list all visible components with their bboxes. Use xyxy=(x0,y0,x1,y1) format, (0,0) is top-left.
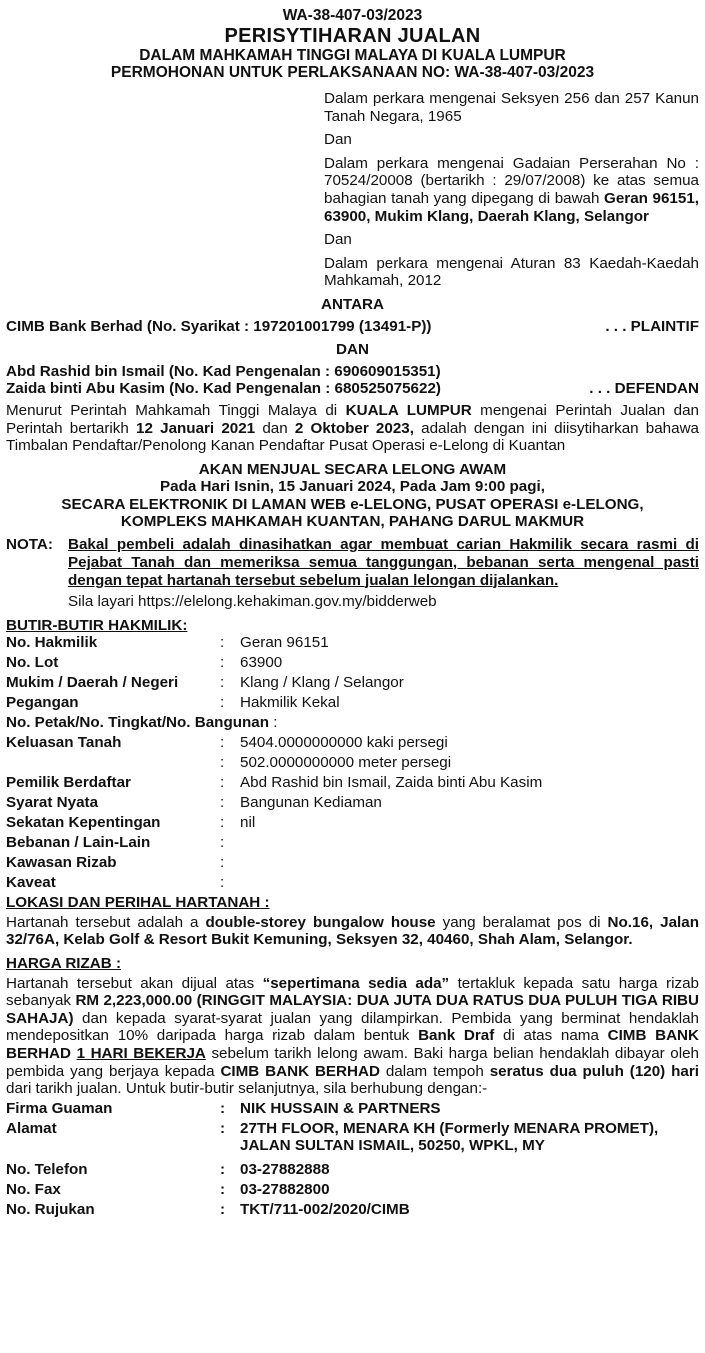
matter-charge-title: Geran 96151, 63900, Mukim Klang, Daerah Klang, Selangor xyxy=(324,189,699,225)
title-key: Sekatan Kepentingan xyxy=(6,814,161,832)
firm-colon: : xyxy=(220,1201,226,1218)
firm-address-line-1: 27TH FLOOR, MENARA KH (Formerly MENARA PROMET), xyxy=(240,1119,659,1137)
title-row-petak xyxy=(6,714,699,734)
title-key: Pemilik Berdaftar xyxy=(6,774,131,792)
location-text-2: yang beralamat pos di xyxy=(435,913,608,931)
firm-phone: 03-27882888 xyxy=(240,1161,330,1178)
title-key: Pegangan xyxy=(6,694,79,712)
reserve-text-8: dari tarikh jualan. Untuk butir-butir selanjutnya, sila berhubung dengan:- xyxy=(6,1080,488,1098)
title-colon: : xyxy=(220,754,225,772)
firm-fax: 03-27882800 xyxy=(240,1181,330,1198)
intro-paragraph xyxy=(6,402,699,455)
firm-row-phone xyxy=(6,1161,699,1181)
title-value: nil xyxy=(240,814,256,832)
court-name: DALAM MAHKAMAH TINGGI MALAYA DI KUALA LUMPUR xyxy=(139,47,566,64)
firm-key: Firma Guaman xyxy=(6,1099,113,1117)
matter-charge xyxy=(324,155,699,225)
document-title: PERISYTIHARAN JUALAN xyxy=(224,25,481,47)
firm-colon: : xyxy=(220,1181,226,1198)
title-value: Bangunan Kediaman xyxy=(240,794,382,812)
title-colon: : xyxy=(220,814,225,832)
defendant-row-2 xyxy=(6,380,699,398)
reserve-price-paragraph xyxy=(6,975,699,1098)
reserve-bank-name: CIMB BANK BERHAD xyxy=(6,1027,699,1063)
nota-block xyxy=(6,536,699,589)
title-row-hakmilik xyxy=(6,634,699,654)
title-row-bebanan xyxy=(6,834,699,854)
title-row-keluasan-2 xyxy=(6,754,699,774)
property-type: double-storey bungalow house xyxy=(205,913,436,931)
reserve-price-heading: HARGA RIZAB : xyxy=(6,955,122,973)
reserve-as-is: “sepertimana sedia ada” xyxy=(262,974,450,992)
auction-announcement xyxy=(6,461,699,531)
matter-land-code: Dalam perkara mengenai Seksyen 256 dan 257 Kanun Tanah Negara, 1965 xyxy=(324,90,699,125)
title-colon: : xyxy=(220,674,225,692)
reserve-bank-name-2: CIMB BANK BERHAD xyxy=(220,1062,380,1080)
matter-dan-2: Dan xyxy=(324,231,352,249)
title-colon: : xyxy=(220,834,225,852)
matter-dan-1: Dan xyxy=(324,131,352,149)
case-number: WA-38-407-03/2023 xyxy=(282,7,423,24)
matter-charge-text: Dalam perkara mengenai Gadaian Perserahan No : 70524/20008 (bertarikh : 29/07/2008) ke atas semua bahagian tanah yang dipegang di bawah xyxy=(324,154,699,207)
property-address: No.16, Jalan 32/76A, Kelab Golf & Resort Bukit Kemuning, Seksyen 32, 40460, Shah Alam, Selangor. xyxy=(6,913,699,949)
title-key: Mukim / Daerah / Negeri xyxy=(6,674,179,692)
title-colon: : xyxy=(220,794,225,812)
title-key: Keluasan Tanah xyxy=(6,734,122,752)
firm-address-line-2: JALAN SULTAN ISMAIL, 50250, WPKL, MY xyxy=(240,1137,545,1155)
defendant-2-name: Zaida binti Abu Kasim (No. Kad Pengenalan : 680525075622) xyxy=(6,380,441,398)
title-row-sekatan xyxy=(6,814,699,834)
title-value xyxy=(240,874,699,894)
intro-text-3: dan xyxy=(255,419,295,437)
title-value xyxy=(240,834,699,854)
intro-text-4: adalah dengan ini diisytiharkan bahawa Timbalan Pendaftar/Penolong Kanan Pendaftar Pusat Operasi e-Lelong di Kuantan xyxy=(6,419,699,455)
title-value: 5404.0000000000 kaki persegi xyxy=(240,734,448,752)
title-key: Syarat Nyata xyxy=(6,794,99,812)
intro-date-2: 2 Oktober 2023, xyxy=(294,419,414,437)
matters-block xyxy=(324,90,699,290)
firm-key: No. Telefon xyxy=(6,1161,88,1178)
title-key: Kawasan Rizab xyxy=(6,854,117,872)
title-key: Kaveat xyxy=(6,874,56,892)
firm-key: No. Fax xyxy=(6,1181,61,1198)
plaintiff-role: . . . PLAINTIF xyxy=(605,317,699,335)
firm-row-reference xyxy=(6,1201,699,1221)
law-firm-table xyxy=(6,1100,699,1221)
bidder-website-note: Sila layari https://elelong.kehakiman.gov.my/bidderweb xyxy=(68,593,437,611)
reserve-payment-period: seratus dua puluh (120) hari xyxy=(489,1062,699,1080)
nota-text: Bakal pembeli adalah dinasihatkan agar membuat carian Hakmilik secara rasmi di Pejabat Tanah dan memeriksa semua tanggungan, bebanan serta mengenal pasti dengan tepat hartanah tersebut sebelum jualan lelongan dijalankan. xyxy=(68,536,699,589)
firm-row-name xyxy=(6,1100,699,1120)
plaintiff-row xyxy=(6,318,699,336)
auction-line-3: SECARA ELEKTRONIK DI LAMAN WEB e-LELONG, PUSAT OPERASI e-LELONG, xyxy=(61,495,644,513)
defendant-1-name: Abd Rashid bin Ismail (No. Kad Pengenalan : 690609015351) xyxy=(6,362,441,380)
title-row-mukim xyxy=(6,674,699,694)
intro-date-1: 12 Januari 2021 xyxy=(136,419,256,437)
matter-court-rules: Dalam perkara mengenai Aturan 83 Kaedah-Kaedah Mahkamah, 2012 xyxy=(324,254,699,290)
title-value: Hakmilik Kekal xyxy=(240,694,340,712)
firm-key: Alamat xyxy=(6,1119,57,1137)
reserve-text-7: dalam tempoh xyxy=(379,1062,490,1080)
title-row-lot xyxy=(6,654,699,674)
auction-line-4: KOMPLEKS MAHKAMAH KUANTAN, PAHANG DARUL MAKMUR xyxy=(120,512,585,530)
title-row-kaveat xyxy=(6,874,699,894)
title-row-keluasan xyxy=(6,734,699,754)
auction-line-2: Pada Hari Isnin, 15 Januari 2024, Pada Jam 9:00 pagi, xyxy=(160,478,545,496)
firm-row-address xyxy=(6,1120,699,1155)
title-details-heading: BUTIR-BUTIR HAKMILIK: xyxy=(6,616,188,634)
title-row-syarat xyxy=(6,794,699,814)
reserve-text-4: di atas nama xyxy=(494,1027,608,1045)
title-petak-cell xyxy=(6,714,699,734)
title-colon: : xyxy=(220,734,225,752)
firm-reference: TKT/711-002/2020/CIMB xyxy=(240,1201,410,1218)
application-number: PERMOHONAN UNTUK PERLAKSANAAN NO: WA-38-407-03/2023 xyxy=(110,64,595,81)
firm-colon: : xyxy=(220,1161,226,1178)
reserve-text-3: dan kepada syarat-syarat jualan yang dilampirkan. Pembida yang berminat hendaklah mendepositkan 10% daripada harga rizab dalam bentuk xyxy=(6,1009,699,1045)
firm-colon: : xyxy=(220,1099,226,1117)
title-value: 502.0000000000 meter persegi xyxy=(240,754,452,772)
nota-label: NOTA: xyxy=(6,536,53,554)
dan-label: DAN xyxy=(336,341,369,359)
reserve-amount: RM 2,223,000.00 (RINGGIT MALAYSIA: DUA JUTA DUA RATUS DUA PULUH TIGA RIBU SAHAJA) xyxy=(6,992,699,1027)
firm-colon: : xyxy=(220,1119,226,1137)
title-value: Klang / Klang / Selangor xyxy=(240,674,404,692)
title-colon: : xyxy=(220,854,225,872)
reserve-working-day: 1 HARI BEKERJA xyxy=(76,1045,206,1063)
firm-address xyxy=(240,1120,699,1155)
title-details-table xyxy=(6,634,699,894)
defendant-row-1 xyxy=(6,363,699,381)
reserve-text-1: Hartanah tersebut akan dijual atas xyxy=(6,974,263,992)
title-colon: : xyxy=(220,654,225,672)
title-value xyxy=(240,854,699,874)
reserve-text-6: sebelum tarikh lelong awam. Baki harga belian hendaklah dibayar oleh pembida yang berjaya kepada xyxy=(6,1045,699,1080)
location-text-1: Hartanah tersebut adalah a xyxy=(6,913,206,931)
title-key: No. Petak/No. Tingkat/No. Bangunan xyxy=(6,714,269,732)
intro-text-2: mengenai Perintah Jualan dan Perintah bertarikh xyxy=(6,401,699,437)
title-value: Abd Rashid bin Ismail, Zaida binti Abu Kasim xyxy=(240,774,543,792)
title-value: 63900 xyxy=(240,654,283,672)
firm-name: NIK HUSSAIN & PARTNERS xyxy=(240,1099,441,1117)
title-row-kawasan xyxy=(6,854,699,874)
intro-text-1: Menurut Perintah Mahkamah Tinggi Malaya di xyxy=(6,401,346,419)
title-value: Geran 96151 xyxy=(240,634,329,652)
title-colon: : xyxy=(220,874,225,892)
title-colon: : xyxy=(220,694,225,712)
firm-key: No. Rujukan xyxy=(6,1201,95,1218)
title-row-pemilik xyxy=(6,774,699,794)
firm-row-fax xyxy=(6,1181,699,1201)
title-colon: : xyxy=(220,634,225,652)
location-heading: LOKASI DAN PERIHAL HARTANAH : xyxy=(6,894,270,912)
title-key: Bebanan / Lain-Lain xyxy=(6,834,151,852)
title-key: No. Lot xyxy=(6,654,59,672)
defendant-role: . . . DEFENDAN xyxy=(589,380,699,398)
title-key: No. Hakmilik xyxy=(6,634,98,652)
title-row-pegangan xyxy=(6,694,699,714)
antara-label: ANTARA xyxy=(321,295,384,313)
title-key-empty xyxy=(6,754,220,774)
reserve-bank-draft: Bank Draf xyxy=(418,1027,495,1045)
plaintiff-name: CIMB Bank Berhad (No. Syarikat : 197201001799 (13491-P)) xyxy=(6,317,432,335)
location-paragraph xyxy=(6,914,699,949)
reserve-text-2: tertakluk kepada satu harga rizab sebanyak xyxy=(6,974,699,1010)
title-colon: : xyxy=(220,774,225,792)
intro-court-location: KUALA LUMPUR xyxy=(345,401,472,419)
auction-line-1: AKAN MENJUAL SECARA LELONG AWAM xyxy=(198,460,507,478)
title-colon: : xyxy=(269,714,278,732)
